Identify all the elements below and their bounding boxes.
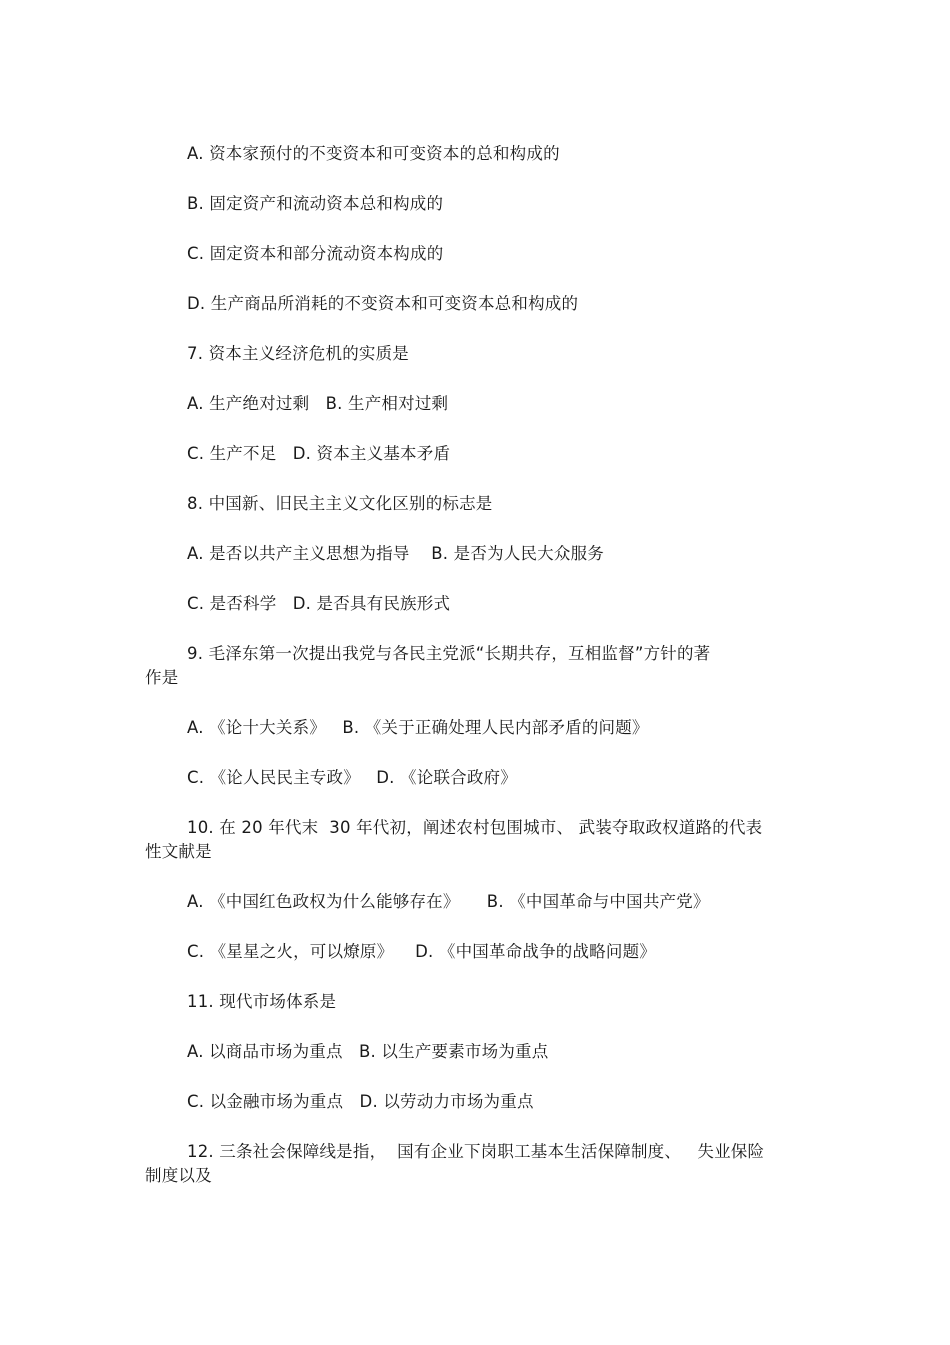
option-line: A. 是否以共产主义思想为指导 B. 是否为人民大众服务 — [187, 544, 604, 563]
option-line: A. 资本家预付的不变资本和可变资本的总和构成的 — [187, 144, 560, 163]
question-line: 12. 三条社会保障线是指， 国有企业下岗职工基本生活保障制度、 失业保险 — [187, 1142, 765, 1161]
option-line: C. 生产不足 D. 资本主义基本矛盾 — [187, 444, 451, 463]
question-line: 11. 现代市场体系是 — [187, 992, 337, 1011]
question-block — [145, 1140, 805, 1188]
question-line: 8. 中国新、旧民主主义文化区别的标志是 — [187, 494, 493, 513]
option-line: D. 生产商品所消耗的不变资本和可变资本总和构成的 — [187, 294, 579, 313]
option-line: C. 以金融市场为重点 D. 以劳动力市场为重点 — [187, 1092, 534, 1111]
option-line: B. 固定资产和流动资本总和构成的 — [187, 194, 444, 213]
option-line: A. 《中国红色政权为什么能够存在》 B. 《中国革命与中国共产党》 — [187, 892, 710, 911]
option-line: A. 生产绝对过剩 B. 生产相对过剩 — [187, 394, 449, 413]
question-block — [145, 642, 805, 690]
option-line: C. 固定资本和部分流动资本构成的 — [187, 244, 444, 263]
option-line: C. 《星星之火，可以燎原》 D. 《中国革命战争的战略问题》 — [187, 942, 656, 961]
question-continuation: 性文献是 — [145, 842, 212, 861]
question-line: 9. 毛泽东第一次提出我党与各民主党派“长期共存，互相监督”方针的著 — [187, 644, 711, 663]
question-line: 7. 资本主义经济危机的实质是 — [187, 344, 409, 363]
question-line: 10. 在 20 年代末 30 年代初，阐述农村包围城市、 武装夺取政权道路的代表 — [187, 818, 763, 837]
question-continuation: 作是 — [145, 668, 179, 687]
option-line: A. 《论十大关系》 B. 《关于正确处理人民内部矛盾的问题》 — [187, 718, 649, 737]
question-block — [145, 816, 805, 864]
option-line: C. 《论人民民主专政》 D. 《论联合政府》 — [187, 768, 517, 787]
option-line: A. 以商品市场为重点 B. 以生产要素市场为重点 — [187, 1042, 549, 1061]
question-continuation: 制度以及 — [145, 1166, 212, 1185]
option-line: C. 是否科学 D. 是否具有民族形式 — [187, 594, 451, 613]
